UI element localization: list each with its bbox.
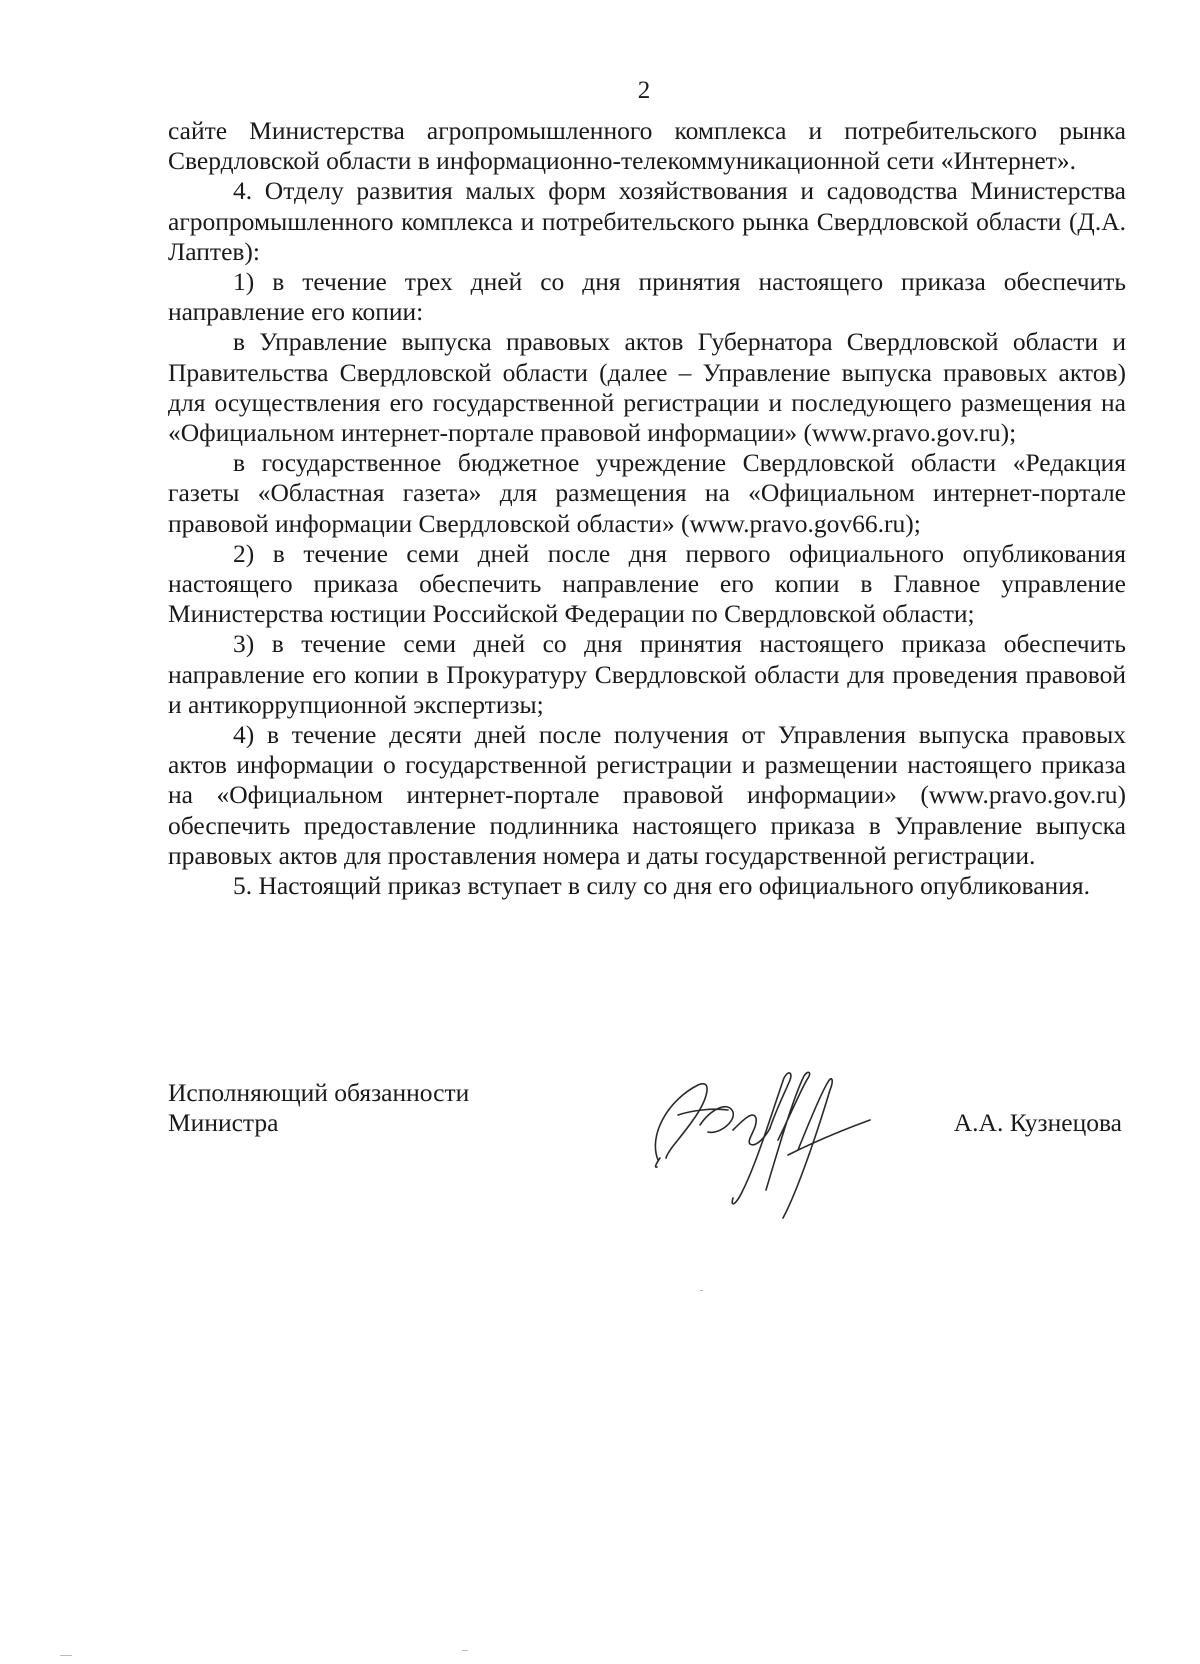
paragraph: 3) в течение семи дней со дня принятия настоящего приказа обеспечить направление его копии в Прокуратуру Свердловской области для проведения правовой и антикоррупционной экспертизы;	[168, 629, 1126, 719]
handwritten-signature	[638, 1040, 888, 1240]
paragraph: 5. Настоящий приказ вступает в силу со дня его официального опубликования.	[233, 871, 1090, 901]
paragraph: сайте Министерства агропромышленного комплекса и потребительского рынка Свердловской области в информационно-телекоммуникационной сети «Интернет».	[168, 116, 1126, 176]
signer-title-line: Министра	[168, 1108, 279, 1138]
paragraph: 1) в течение трех дней со дня принятия настоящего приказа обеспечить направление его копии:	[168, 267, 1126, 327]
document-body	[168, 116, 1126, 901]
page-number: 2	[637, 77, 651, 104]
signature-block	[168, 1078, 1126, 1218]
signer-title	[168, 1078, 528, 1138]
signer-title-line: Исполняющий обязанности	[168, 1078, 470, 1107]
paragraph: 4) в течение десяти дней после получения от Управления выпуска правовых актов информации о государственной регистрации и размещении настоящего приказа на «Официальном интернет-портале правовой информации» (www.pravo.gov.ru) обеспечить предоставление подлинника настоящего приказа в Управление выпуска правовых актов для проставления номера и даты государственной регистрации.	[168, 720, 1126, 870]
paragraph: в Управление выпуска правовых актов Губернатора Свердловской области и Правительства Свердловской области (далее – Управление выпуска правовых актов) для осуществления его государственной регистрации и последующего размещения на «Официальном интернет-портале правовой информации» (www.pravo.gov.ru);	[168, 327, 1126, 448]
paragraph: в государственное бюджетное учреждение Свердловской области «Редакция газеты «Областная газета» для размещения на «Официальном интернет-портале правовой информации Свердловской области» (www.pravo.gov66.ru);	[168, 448, 1126, 538]
paragraph: 4. Отделу развития малых форм хозяйствования и садоводства Министерства агропромышленного комплекса и потребительского рынка Свердловской области (Д.А. Лаптев):	[168, 176, 1126, 266]
signer-name: А.А. Кузнецова	[953, 1108, 1122, 1137]
paragraph: 2) в течение семи дней после дня первого официального опубликования настоящего приказа обеспечить направление его копии в Главное управление Министерства юстиции Российской Федерации по Свердловской области;	[168, 538, 1126, 629]
